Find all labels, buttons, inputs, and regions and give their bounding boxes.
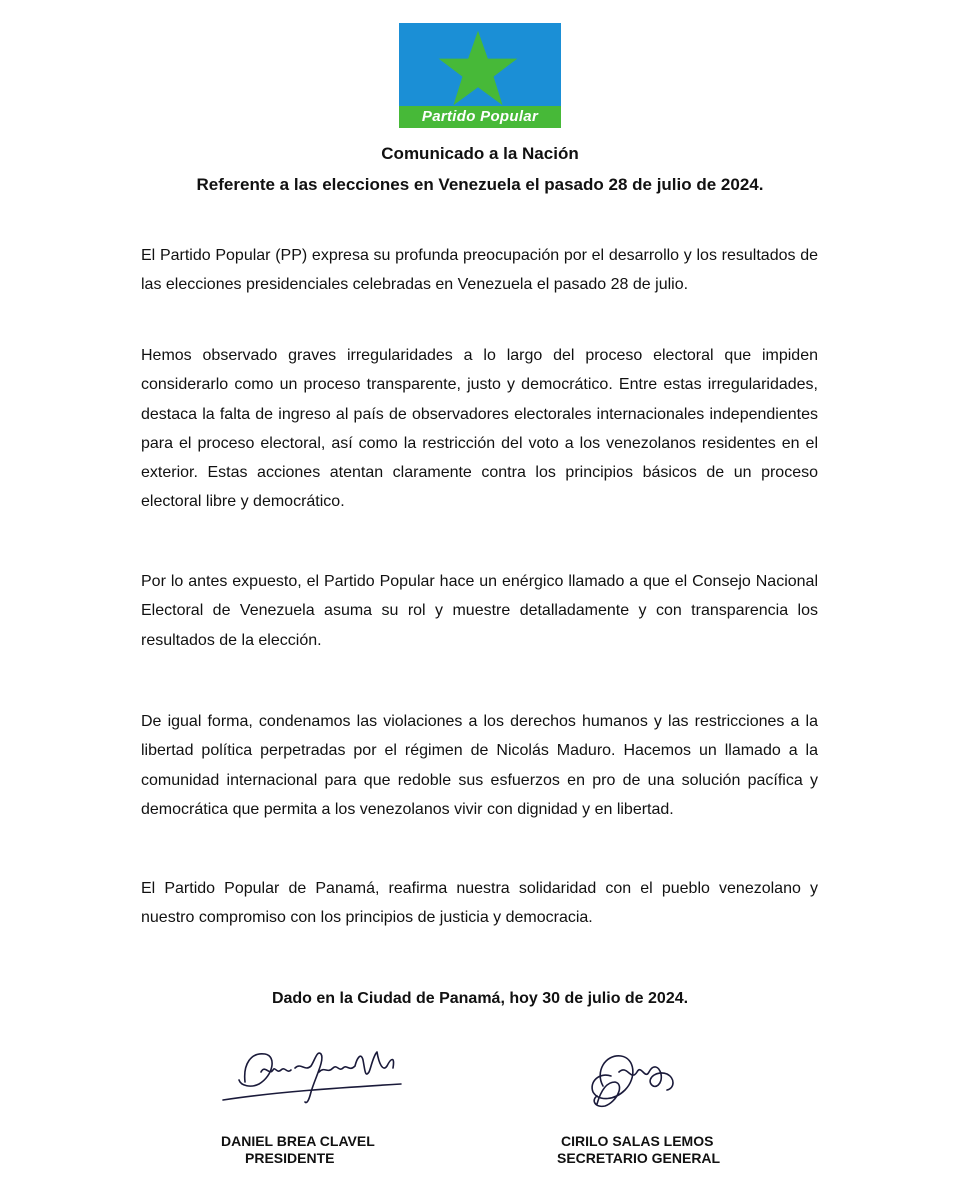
signature-president <box>215 1042 405 1110</box>
closing-line: Dado en la Ciudad de Panamá, hoy 30 de julio de 2024. <box>271 990 689 1007</box>
signatory-role-secretary: SECRETARIO GENERAL <box>557 1150 721 1166</box>
paragraph-call-to-cne: Por lo antes expuesto, el Partido Popular hace un enérgico llamado a que el Consejo Nacional Electoral de Venezuela asuma su rol y muestre detalladamente y con transparencia los resultados de la elección. <box>141 573 818 649</box>
logo-band <box>399 106 561 128</box>
logo-text: Partido Popular <box>421 108 539 125</box>
signatory-name-secretary: CIRILO SALAS LEMOS <box>561 1133 714 1149</box>
signatory-name-president: DANIEL BREA CLAVEL <box>221 1133 375 1149</box>
paragraph-solidarity: El Partido Popular de Panamá, reafirma nuestra solidaridad con el pueblo venezolano y nuestro compromiso con los principios de justicia y democracia. <box>141 880 818 927</box>
signature-secretary <box>585 1042 685 1120</box>
paragraph-irregularities: Hemos observado graves irregularidades a lo largo del proceso electoral que impiden considerarlo como un proceso transparente, justo y democrático. Entre estas irregularidades, destaca la falta de ingreso al país de observadores electorales internacionales independientes para el proceso electoral, así como la restricción del voto a los venezolanos residentes en el exterior. Estas acciones atentan claramente contra los principios básicos de un proceso electoral libre y democrático. <box>141 347 818 511</box>
party-logo <box>399 23 561 128</box>
document-subtitle: Referente a las elecciones en Venezuela el pasado 28 de julio de 2024. <box>196 175 764 194</box>
signatory-role-president: PRESIDENTE <box>245 1150 335 1166</box>
paragraph-human-rights: De igual forma, condenamos las violaciones a los derechos humanos y las restricciones a la libertad política perpetradas por el régimen de Nicolás Maduro. Hacemos un llamado a la comunidad internacional para que redoble sus esfuerzos en pro de una solución pacífica y democrática que permita a los venezolanos vivir con dignidad y en libertad. <box>141 713 818 818</box>
document-title: Comunicado a la Nación <box>381 144 579 163</box>
paragraph-concern: El Partido Popular (PP) expresa su profunda preocupación por el desarrollo y los resultados de las elecciones presidenciales celebradas en Venezuela el pasado 28 de julio. <box>141 247 818 294</box>
star-icon <box>437 29 519 107</box>
